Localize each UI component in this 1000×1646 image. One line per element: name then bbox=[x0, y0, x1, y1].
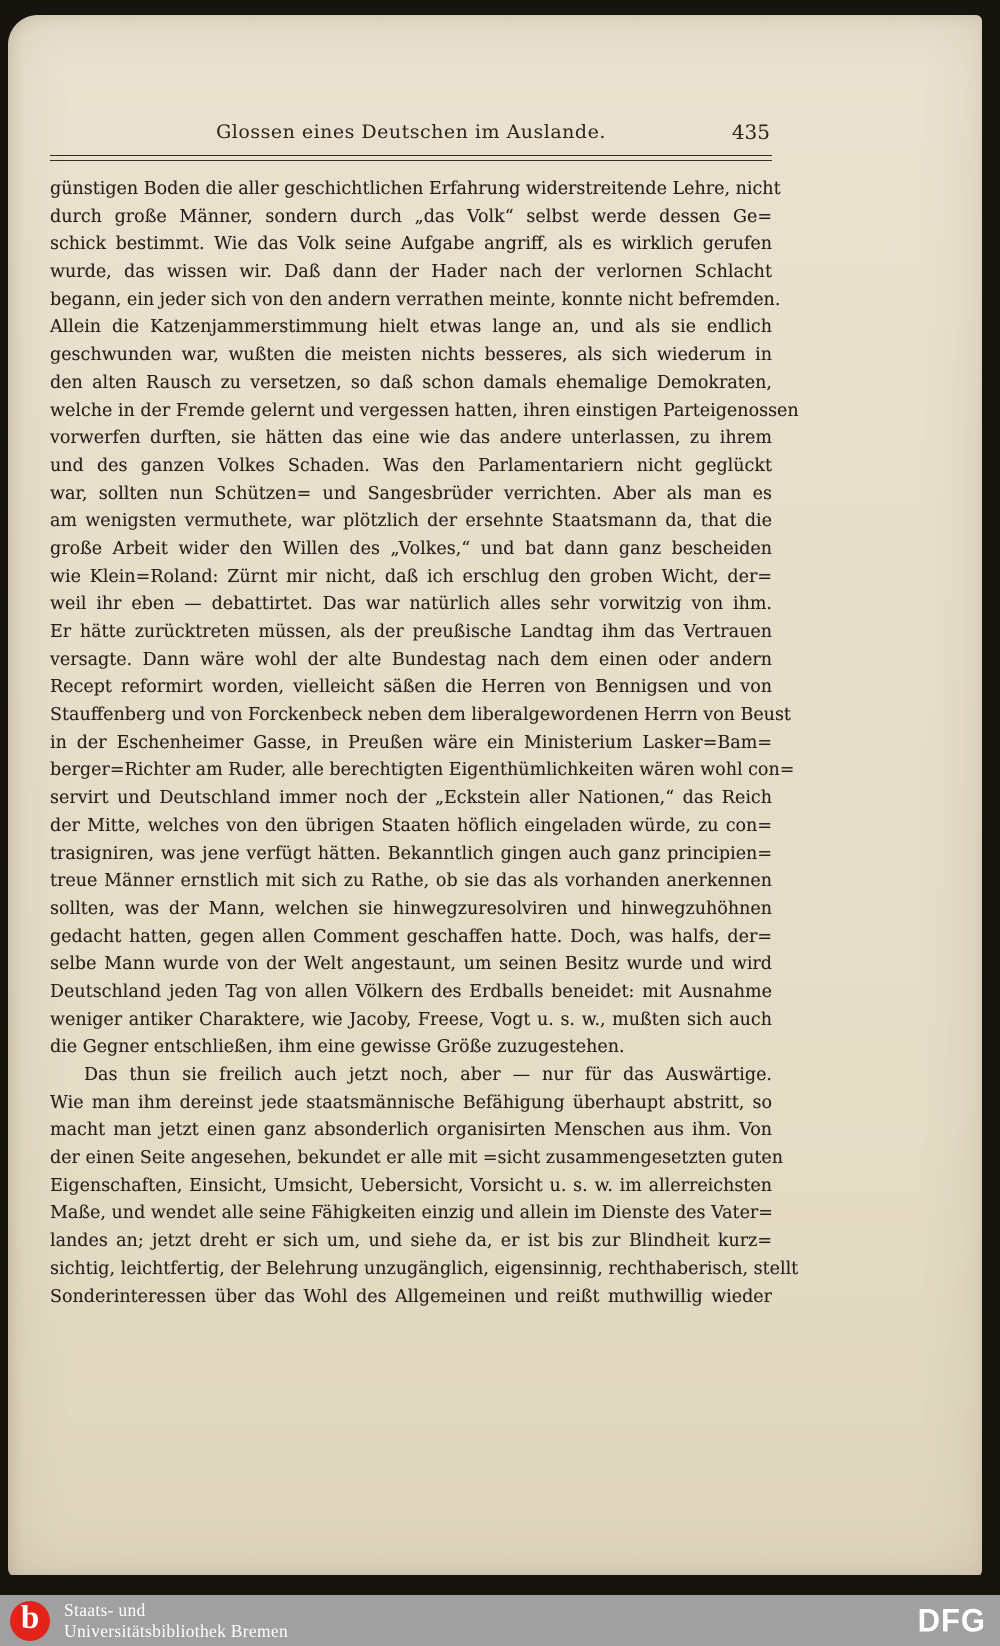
text-line: schick bestimmt. Wie das Volk seine Aufgabe angriff, als es wirklich gerufen bbox=[50, 234, 772, 255]
scanned-page bbox=[8, 15, 982, 1578]
text-line: weil ihr eben — debattirtet. Das war natürlich alles sehr vorwitzig von ihm. bbox=[50, 594, 772, 615]
library-name-line2: Universitätsbibliothek Bremen bbox=[64, 1620, 289, 1641]
text-line: versagte. Dann wäre wohl der alte Bundestag nach dem einen oder andern bbox=[50, 649, 772, 670]
text-line: trasigniren, was jene verfügt hätten. Bekanntlich gingen auch ganz principien= bbox=[50, 843, 772, 864]
text-line: Wie man ihm dereinst jede staatsmännische Befähigung überhaupt abstritt, so bbox=[50, 1092, 772, 1113]
text-line: Allein die Katzenjammerstimmung hielt etwas lange an, und als sie endlich bbox=[50, 317, 772, 338]
text-line: Sonderinteressen über das Wohl des Allgemeinen und reißt muthwillig wieder bbox=[50, 1286, 772, 1307]
text-line: gedacht hatten, gegen allen Comment geschaffen hatte. Doch, was halfs, der= bbox=[50, 926, 772, 947]
text-line: Maße, und wendet alle seine Fähigkeiten einzig und allein im Dienste des Vater= bbox=[50, 1203, 773, 1224]
text-line: Er hätte zurücktreten müssen, als der preußische Landtag ihm das Vertrauen bbox=[50, 622, 772, 642]
running-title: Glossen eines Deutschen im Auslande. bbox=[216, 121, 606, 143]
text-line: Eigenschaften, Einsicht, Umsicht, Uebersicht, Vorsicht u. s. w. im allerreichsten bbox=[50, 1175, 772, 1196]
text-line: der Mitte, welches von den übrigen Staaten höflich eingeladen würde, zu con= bbox=[50, 815, 772, 836]
text-line: Das thun sie freilich auch jetzt noch, aber — nur für das Auswärtige. bbox=[84, 1065, 772, 1085]
text-line: durch große Männer, sondern durch „das Volk“ selbst werde dessen Ge= bbox=[50, 206, 772, 227]
text-line: den alten Rausch zu versetzen, so daß schon damals ehemalige Demokraten, bbox=[50, 372, 772, 393]
text-line: Recept reformirt worden, vielleicht säßen die Herren von Bennigsen und von bbox=[50, 677, 772, 698]
scan-border bbox=[0, 1575, 1000, 1595]
text-line: günstigen Boden die aller geschichtlichen Erfahrung widerstreitende Lehre, nicht bbox=[50, 179, 781, 199]
text-line: macht man jetzt einen ganz absonderlich organisirten Menschen aus ihm. Von bbox=[50, 1120, 772, 1141]
text-line: weniger antiker Charaktere, wie Jacoby, Freese, Vogt u. s. w., mußten sich auch bbox=[50, 1009, 772, 1030]
header-rule bbox=[50, 155, 772, 161]
text-line: am wenigsten vermuthete, war plötzlich der ersehnte Staatsmann da, that die bbox=[50, 511, 772, 532]
text-line: geschwunden war, wußten die meisten nichts besseres, als sich wiederum in bbox=[50, 345, 772, 366]
text-line: Stauffenberg und von Forckenbeck neben dem liberalgewordenen Herrn von Beust bbox=[50, 705, 791, 726]
page-content bbox=[50, 119, 799, 1311]
library-branding-bar bbox=[0, 1595, 1000, 1646]
library-logo bbox=[10, 1601, 50, 1641]
page-number: 435 bbox=[731, 120, 770, 144]
library-name bbox=[64, 1600, 288, 1642]
page-header bbox=[50, 119, 772, 145]
library-logo-letter: b bbox=[20, 1600, 40, 1636]
text-line: sollten, was der Mann, welchen sie hinwegzuresolviren und hinwegzuhöhnen bbox=[50, 898, 772, 919]
text-line: und des ganzen Volkes Schaden. Was den Parlamentariern nicht geglückt bbox=[50, 455, 772, 476]
text-line: servirt und Deutschland immer noch der „Eckstein aller Nationen,“ das Reich bbox=[50, 788, 772, 809]
body-text bbox=[50, 176, 799, 1311]
text-line: landes an; jetzt dreht er sich um, und siehe da, er ist bis zur Blindheit kurz= bbox=[50, 1231, 772, 1252]
text-line: war, sollten nun Schützen= und Sangesbrüder verrichten. Aber als man es bbox=[50, 483, 772, 504]
library-name-line1: Staats- und bbox=[64, 1599, 146, 1620]
text-line: berger=Richter am Ruder, alle berechtigten Eigenthümlichkeiten wären wohl con= bbox=[50, 760, 795, 781]
text-line: selbe Mann wurde von der Welt angestaunt, um seinen Besitz wurde und wird bbox=[50, 954, 772, 975]
text-line: wurde, das wissen wir. Daß dann der Hader nach der verlornen Schlacht bbox=[50, 262, 772, 283]
dfg-logo: DFG bbox=[917, 1602, 986, 1639]
text-line: wie Klein=Roland: Zürnt mir nicht, daß ich erschlug den groben Wicht, der= bbox=[50, 566, 772, 587]
text-line: der einen Seite angesehen, bekundet er alle mit =sicht zusammengesetzten guten bbox=[50, 1148, 784, 1169]
text-line: die Gegner entschließen, ihm eine gewisse Größe zuzugestehen. bbox=[50, 1037, 625, 1058]
text-line: treue Männer ernstlich mit sich zu Rathe, ob sie das als vorhanden anerkennen bbox=[50, 871, 772, 892]
text-line: sichtig, leichtfertig, der Belehrung unzugänglich, eigensinnig, rechthaberisch, stellt bbox=[50, 1258, 799, 1279]
text-line: begann, ein jeder sich von den andern verrathen meinte, konnte nicht befremden. bbox=[50, 289, 781, 310]
text-line: große Arbeit wider den Willen des „Volkes,“ und bat dann ganz bescheiden bbox=[50, 538, 772, 559]
text-line: welche in der Fremde gelernt und vergessen hatten, ihren einstigen Parteigenossen bbox=[50, 400, 799, 421]
text-line: in der Eschenheimer Gasse, in Preußen wäre ein Ministerium Lasker=Bam= bbox=[50, 732, 772, 753]
text-line: vorwerfen durften, sie hätten das eine wie das andere unterlassen, zu ihrem bbox=[50, 428, 772, 449]
text-line: Deutschland jeden Tag von allen Völkern des Erdballs beneidet: mit Ausnahme bbox=[50, 981, 772, 1002]
